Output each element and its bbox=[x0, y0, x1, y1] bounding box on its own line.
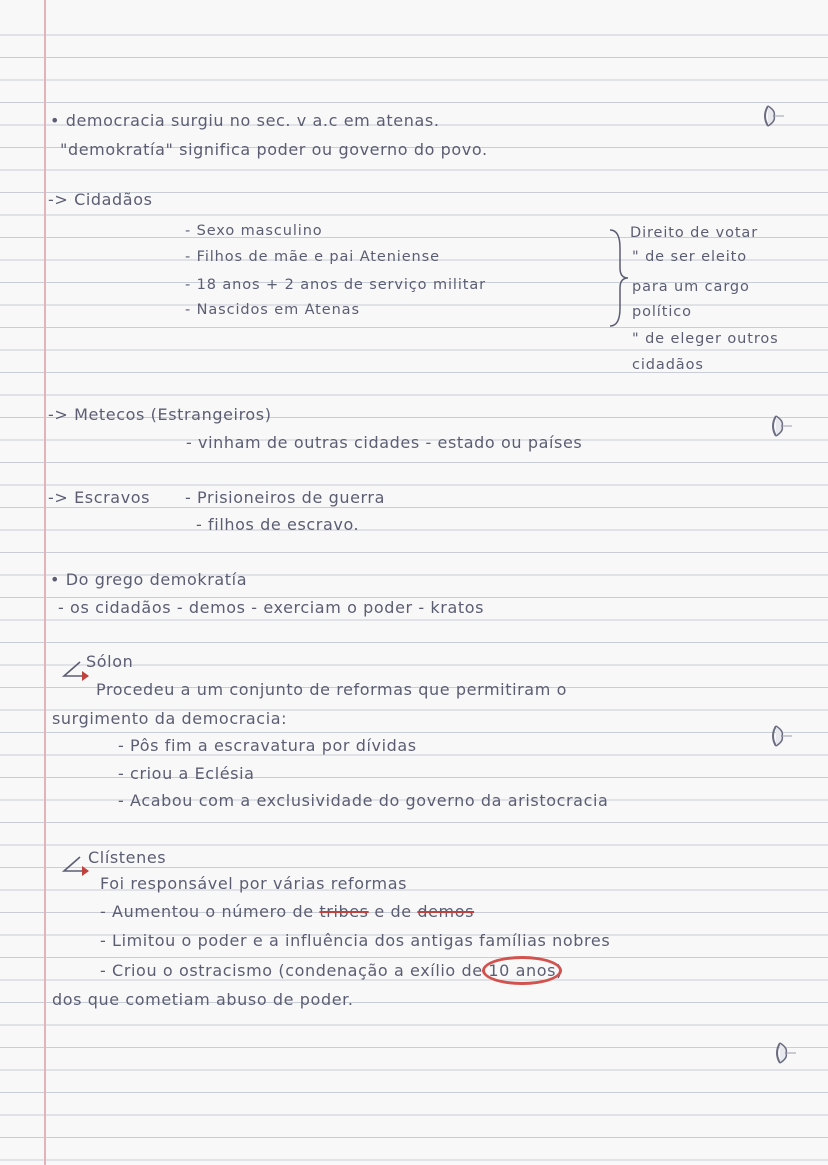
rights-line: cidadãos bbox=[632, 357, 704, 373]
clistenes-item: - Limitou o poder e a influência dos antigas famílias nobres bbox=[100, 931, 611, 950]
criou-prefix: - Criou o ostracismo (condenação a exílio de bbox=[100, 961, 483, 980]
clistenes-item bbox=[100, 902, 474, 921]
rights-line: para um cargo bbox=[632, 279, 750, 295]
rights-line: " de ser eleito bbox=[632, 249, 748, 265]
brace-icon bbox=[608, 228, 630, 328]
notebook-fold-icon bbox=[768, 413, 794, 439]
aumentou-mid: e de bbox=[374, 902, 412, 921]
intro-line-2: "demokratía" significa poder ou governo do povo. bbox=[60, 140, 488, 159]
escravos-item: - filhos de escravo. bbox=[196, 515, 360, 534]
highlight-circle bbox=[482, 956, 562, 985]
metecos-heading: -> Metecos (Estrangeiros) bbox=[48, 405, 272, 424]
clistenes-final: dos que cometiam abuso de poder. bbox=[52, 990, 354, 1009]
dez-anos: 10 anos bbox=[488, 961, 557, 980]
notebook-fold-icon bbox=[760, 103, 786, 129]
metecos-detail: - vinham de outras cidades - estado ou países bbox=[186, 433, 583, 452]
grego-line-1: • Do grego demokratía bbox=[50, 570, 248, 589]
cidadaos-item: - Nascidos em Atenas bbox=[185, 302, 360, 318]
aumentou-prefix: - Aumentou o número de bbox=[100, 902, 314, 921]
demos-word: demos bbox=[417, 902, 475, 921]
cidadaos-heading: -> Cidadãos bbox=[48, 190, 153, 209]
rights-line: político bbox=[632, 304, 692, 320]
rights-line: " de eleger outros bbox=[632, 331, 779, 347]
cidadaos-item: - Sexo masculino bbox=[185, 223, 323, 239]
solon-name: Sólon bbox=[86, 652, 134, 671]
criou-suffix: ) bbox=[556, 961, 563, 980]
tribes-word: tribes bbox=[319, 902, 369, 921]
cidadaos-item: - Filhos de mãe e pai Ateniense bbox=[185, 249, 440, 265]
clistenes-name: Clístenes bbox=[88, 848, 167, 867]
solon-intro-2: surgimento da democracia: bbox=[52, 709, 288, 728]
solon-item: - Acabou com a exclusividade do governo da aristocracia bbox=[118, 791, 609, 810]
escravos-heading: -> Escravos bbox=[48, 488, 151, 507]
notebook-fold-icon bbox=[772, 1040, 798, 1066]
solon-item: - Pôs fim a escravatura por dívidas bbox=[118, 736, 417, 755]
grego-line-2: - os cidadãos - demos - exerciam o poder - kratos bbox=[58, 598, 485, 617]
intro-line-1: • democracia surgiu no sec. v a.c em atenas. bbox=[50, 111, 440, 130]
clistenes-intro: Foi responsável por várias reformas bbox=[100, 874, 408, 893]
cidadaos-item: - 18 anos + 2 anos de serviço militar bbox=[185, 277, 486, 293]
solon-intro-1: Procedeu a um conjunto de reformas que permitiram o bbox=[96, 680, 567, 699]
solon-item: - criou a Eclésia bbox=[118, 764, 255, 783]
rights-line: Direito de votar bbox=[630, 225, 759, 241]
margin-line bbox=[44, 0, 46, 1165]
escravos-item: - Prisioneiros de guerra bbox=[185, 488, 385, 507]
notebook-fold-icon bbox=[768, 723, 794, 749]
